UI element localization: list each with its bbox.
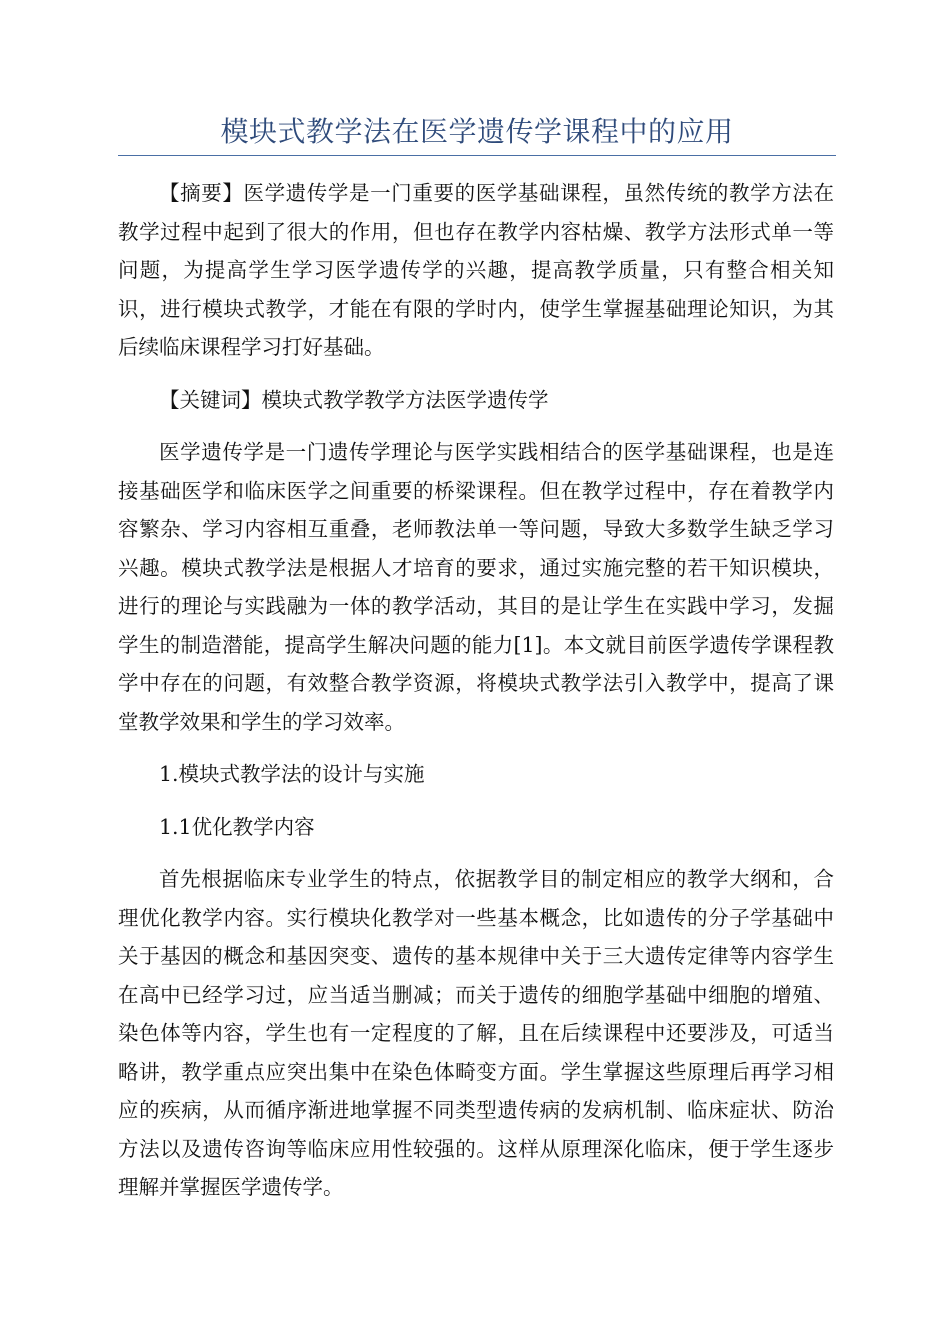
title-underline	[118, 155, 836, 156]
document-title: 模块式教学法在医学遗传学课程中的应用	[220, 115, 734, 148]
keywords-paragraph: 【关键词】模块式教学教学方法医学遗传学	[159, 387, 549, 412]
body-paragraph: 首先根据临床专业学生的特点，依据教学目的制定相应的教学大纲和，合理优化教学内容。实行模块化教学对一些基本概念，比如遗传的分子学基础中关于基因的概念和基因突变、遗传的基本规律中关于三大遗传定律等内容学生在高中已经学习过，应当适当删减；而关于遗传的细胞学基础中细胞的增殖、染色体等内容，学生也有一定程度的了解，且在后续课程中还要涉及，可适当略讲，教学重点应突出集中在染色体畸变方面。学生掌握这些原理后再学习相应的疾病，从而循序渐进地掌握不同类型遗传病的发病机制、临床症状、防治方法以及遗传咨询等临床应用性较强的。这样从原理深化临床，便于学生逐步理解并掌握医学遗传学。	[118, 867, 834, 1199]
section-heading: 1.模块式教学法的设计与实施	[159, 762, 425, 786]
abstract-paragraph: 【摘要】医学遗传学是一门重要的医学基础课程，虽然传统的教学方法在教学过程中起到了很大的作用，但也存在教学内容枯燥、教学方法形式单一等问题，为提高学生学习医学遗传学的兴趣，提高教学质量，只有整合相关知识，进行模块式教学，才能在有限的学时内，使学生掌握基础理论知识，为其后续临床课程学习打好基础。	[118, 181, 834, 359]
intro-paragraph: 医学遗传学是一门遗传学理论与医学实践相结合的医学基础课程，也是连接基础医学和临床医学之间重要的桥梁课程。但在教学过程中，存在着教学内容繁杂、学习内容相互重叠，老师教法单一等问题，导致大多数学生缺乏学习兴趣。模块式教学法是根据人才培育的要求，通过实施完整的若干知识模块，进行的理论与实践融为一体的教学活动，其目的是让学生在实践中学习，发掘学生的制造潜能，提高学生解决问题的能力[1]。本文就目前医学遗传学课程教学中存在的问题，有效整合教学资源，将模块式教学法引入教学中，提高了课堂教学效果和学生的学习效率。	[118, 440, 834, 734]
subsection-heading: 1.1优化教学内容	[159, 814, 315, 839]
document-body	[118, 174, 834, 1221]
